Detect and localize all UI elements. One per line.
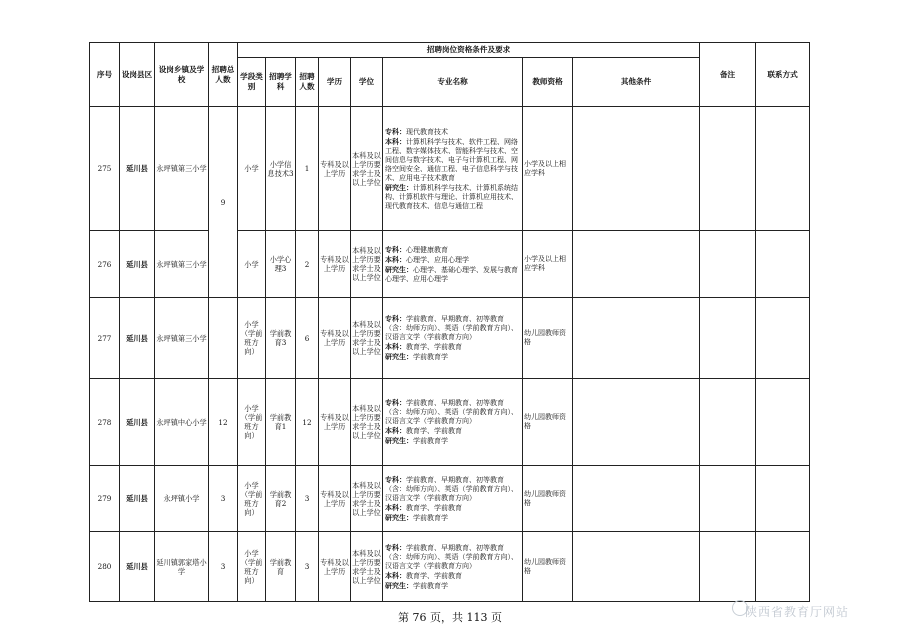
cell-major [383,107,523,231]
header-cert: 教师资格 [523,58,573,107]
cell-subject: 学前教育3 [266,298,296,379]
cell-other [573,379,700,466]
table-row [90,466,810,532]
header-subject: 招聘学科 [266,58,296,107]
cell-school: 永坪镇第三小学 [155,298,209,379]
label-yanjiusheng: 研究生： [385,264,413,274]
table-row [90,532,810,602]
header-count: 招聘人数 [296,58,319,107]
label-yanjiusheng: 研究生： [385,182,413,192]
cell-major [383,466,523,532]
recruitment-table [89,42,810,602]
cell-cert: 小学及以上相应学科 [523,231,573,298]
cell-school: 永坪镇中心小学 [155,379,209,466]
cell-remark [700,107,756,231]
cell-degree: 本科及以上学历要求学士及以上学位 [351,379,383,466]
cell-contact [756,466,810,532]
cell-subject: 学前教育1 [266,379,296,466]
table-row [90,107,810,231]
cell-seq: 277 [90,298,120,379]
major-benke: 教育学、学前教育 [406,343,462,351]
cell-stage: 小学（学前班方向） [238,532,266,602]
label-benke: 本科： [385,570,406,580]
cell-education: 专科及以上学历 [319,379,351,466]
cell-county: 延川县 [120,231,155,298]
major-benke: 教育学、学前教育 [406,503,462,512]
cell-remark [700,379,756,466]
header-degree: 学位 [351,58,383,107]
major-benke: 教育学、学前教育 [406,427,462,435]
header-education: 学历 [319,58,351,107]
major-yanjiusheng: 学前教育学 [413,513,448,522]
cell-education: 专科及以上学历 [319,107,351,231]
major-yanjiusheng: 计算机科学与技术、计算机系统结构、计算机软件与理论、计算机应用技术、现代教育技术、信息与通信工程 [385,183,518,210]
header-stage: 学段类别 [238,58,266,107]
header-seq: 序号 [90,43,120,107]
label-benke: 本科： [385,254,406,264]
cell-total: 3 [209,466,238,532]
header-total: 招聘总人数 [209,43,238,107]
cell-school: 永坪镇第三小学 [155,107,209,231]
cell-county: 延川县 [120,298,155,379]
major-yanjiusheng: 学前教育学 [413,581,448,590]
major-benke: 心理学、应用心理学 [406,255,469,264]
header-school: 设岗乡镇及学校 [155,43,209,107]
cell-total-merged: 9 [209,107,238,298]
label-benke: 本科： [385,426,406,435]
label-yanjiusheng: 研究生： [385,436,413,445]
cell-contact [756,379,810,466]
cell-subject: 学前教育 [266,532,296,602]
label-benke: 本科： [385,502,406,512]
header-major: 专业名称 [383,58,523,107]
label-zhuanke: 专科： [385,244,406,254]
cell-school: 延川镇郭家塔小学 [155,532,209,602]
label-zhuanke: 专科： [385,474,406,484]
major-zhuanke: 现代教育技术 [406,127,448,136]
label-benke: 本科： [385,342,406,351]
cell-education: 专科及以上学历 [319,298,351,379]
cell-count: 12 [296,379,319,466]
cell-count: 3 [296,466,319,532]
major-benke: 教育学、学前教育 [406,571,462,580]
page-number: 第 76 页，共 113 页 [398,611,502,624]
header-other: 其他条件 [573,58,700,107]
label-yanjiusheng: 研究生： [385,580,413,590]
major-yanjiusheng: 学前教育学 [413,353,448,361]
cell-count: 2 [296,231,319,298]
cell-stage: 小学（学前班方向） [238,466,266,532]
cell-degree: 本科及以上学历要求学士及以上学位 [351,466,383,532]
cell-county: 延川县 [120,379,155,466]
cell-other [573,532,700,602]
label-yanjiusheng: 研究生： [385,512,413,522]
cell-education: 专科及以上学历 [319,532,351,602]
cell-education: 专科及以上学历 [319,231,351,298]
major-zhuanke: 学前教育、早期教育、初等教育（含：幼师方向）、英语（学前教育方向）、汉语言文学（学前教育方向） [385,543,518,570]
major-benke: 计算机科学与技术、软件工程、网络工程、数字媒体技术、智能科学与技术、空间信息与数字技术、电子与计算机工程、网络空间安全、通信工程、电子信息科学与技术、应用电子技术教育 [385,137,518,182]
cell-count: 6 [296,298,319,379]
cell-degree: 本科及以上学历要求学士及以上学位 [351,107,383,231]
cell-seq: 276 [90,231,120,298]
cell-major [383,379,523,466]
label-benke: 本科： [385,136,406,146]
major-zhuanke: 学前教育、早期教育、初等教育（含：幼师方向）、英语（学前教育方向）、汉语言文学（学前教育方向） [385,399,518,425]
cell-remark [700,466,756,532]
cell-remark [700,298,756,379]
table-row [90,231,810,298]
cell-cert: 幼儿园教师资格 [523,298,573,379]
cell-county: 延川县 [120,107,155,231]
cell-cert: 幼儿园教师资格 [523,532,573,602]
cell-county: 延川县 [120,532,155,602]
cell-education: 专科及以上学历 [319,466,351,532]
cell-cert: 小学及以上相应学科 [523,107,573,231]
cell-other [573,231,700,298]
cell-remark [700,532,756,602]
cell-subject: 学前教育2 [266,466,296,532]
cell-stage: 小学（学前班方向） [238,298,266,379]
header-group-title: 招聘岗位资格条件及要求 [238,43,700,58]
label-zhuanke: 专科： [385,398,406,407]
watermark: 陕西省教育厅网站 [745,605,850,619]
cell-stage: 小学 [238,231,266,298]
cell-degree: 本科及以上学历要求学士及以上学位 [351,532,383,602]
label-yanjiusheng: 研究生： [385,352,413,361]
major-yanjiusheng: 心理学、基础心理学、发展与教育心理学、应用心理学 [385,265,518,283]
cell-count: 3 [296,532,319,602]
label-zhuanke: 专科： [385,314,406,323]
cell-contact [756,107,810,231]
cell-degree: 本科及以上学历要求学士及以上学位 [351,298,383,379]
major-zhuanke: 学前教育、早期教育、初等教育（含：幼师方向）、英语（学前教育方向）、汉语言文学（学前教育方向） [385,475,518,502]
cell-subject: 小学心理3 [266,231,296,298]
cell-major [383,231,523,298]
cell-other [573,107,700,231]
cell-other [573,298,700,379]
cell-seq: 275 [90,107,120,231]
major-zhuanke: 学前教育、早期教育、初等教育（含：幼师方向）、英语（学前教育方向）、汉语言文学（学前教育方向） [385,315,518,341]
cell-other [573,466,700,532]
cell-cert: 幼儿园教师资格 [523,466,573,532]
cell-county: 延川县 [120,466,155,532]
cell-subject: 小学信息技术3 [266,107,296,231]
cell-major [383,298,523,379]
cell-seq: 279 [90,466,120,532]
cell-major [383,532,523,602]
cell-total [209,298,238,379]
cell-count: 1 [296,107,319,231]
header-remark: 备注 [700,43,756,107]
table-row [90,298,810,379]
table-row [90,379,810,466]
header-contact: 联系方式 [756,43,810,107]
cell-contact [756,532,810,602]
cell-seq: 280 [90,532,120,602]
cell-school: 永坪镇第三小学 [155,231,209,298]
major-zhuanke: 心理健康教育 [406,245,448,254]
cell-contact [756,298,810,379]
cell-seq: 278 [90,379,120,466]
cell-total: 3 [209,532,238,602]
label-zhuanke: 专科： [385,542,406,552]
cell-stage: 小学 [238,107,266,231]
cell-degree: 本科及以上学历要求学士及以上学位 [351,231,383,298]
cell-remark [700,231,756,298]
cell-cert: 幼儿园教师资格 [523,379,573,466]
cell-stage: 小学（学前班方向） [238,379,266,466]
cell-school: 永坪镇小学 [155,466,209,532]
cell-total: 12 [209,379,238,466]
cell-contact [756,231,810,298]
major-yanjiusheng: 学前教育学 [413,437,448,445]
header-county: 设岗县区 [120,43,155,107]
label-zhuanke: 专科： [385,126,406,136]
